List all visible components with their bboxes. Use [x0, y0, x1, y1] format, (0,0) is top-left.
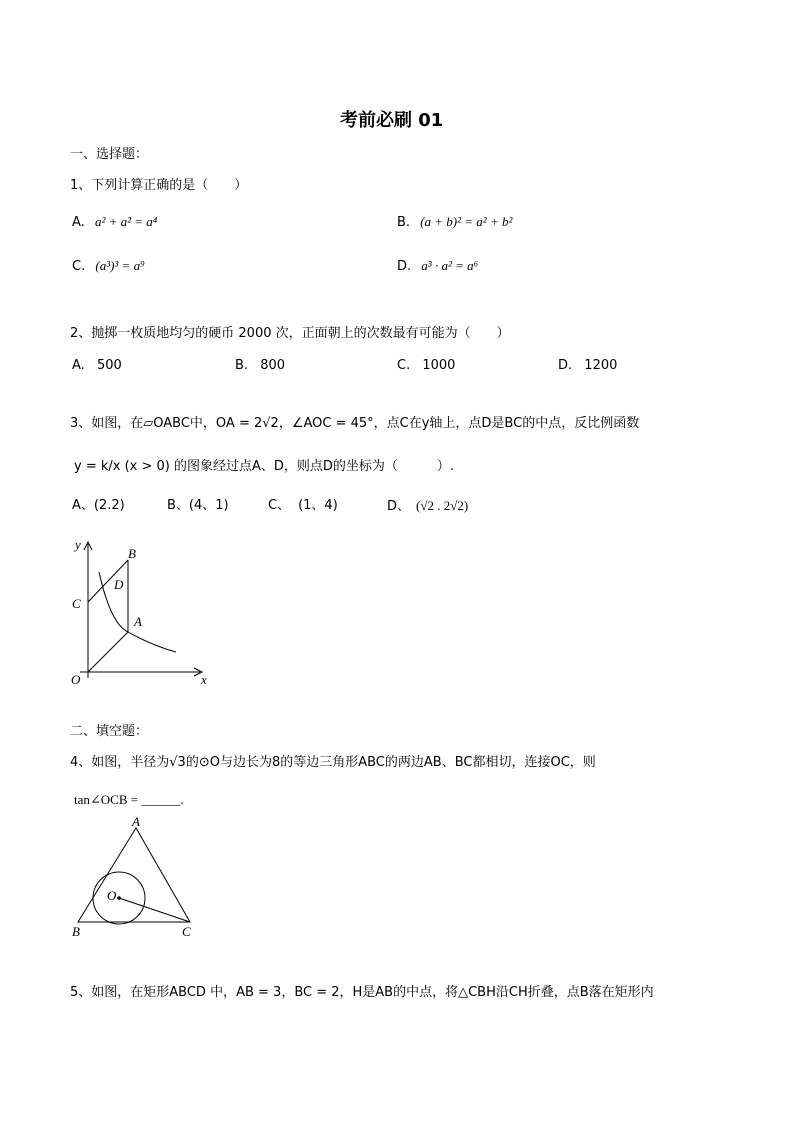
option-letter: D、: [387, 499, 411, 514]
q4-triangle-figure: [66, 812, 206, 942]
q2-option-a: [72, 357, 122, 375]
q3-option-d: [387, 497, 468, 516]
option-math: a² + a² = a⁴: [94, 214, 158, 229]
label-b: B: [72, 924, 80, 939]
question-2-stem: 2、抛掷一枚质地均匀的硬币 2000 次，正面朝上的次数最有可能为（ ）: [70, 326, 510, 341]
label-b: B: [128, 546, 136, 561]
q3-option-b: [167, 497, 229, 515]
option-value: (4、1): [188, 498, 229, 513]
q3-coordinate-figure: [66, 532, 226, 692]
section-heading-choice: 一、选择题：: [70, 147, 149, 162]
label-o: O: [71, 672, 81, 687]
option-letter: B、: [167, 498, 189, 513]
option-value: (1、4): [298, 498, 338, 513]
option-letter: A、: [72, 498, 94, 513]
question-3-line-2: y = k/x (x > 0) 的图象经过点A、D，则点D的坐标为（ ）.: [74, 459, 455, 474]
q2-option-b: [235, 357, 285, 375]
q1-option-c: [72, 257, 145, 276]
option-letter: C.: [72, 259, 86, 274]
question-5-line-1: 5、如图，在矩形ABCD 中，AB = 3，BC = 2，H是AB的中点，将△CBH沿CH折叠，点B落在矩形内: [70, 985, 654, 1000]
q1-option-d: [397, 257, 478, 276]
label-c: C: [182, 924, 191, 939]
option-value: 500: [96, 358, 122, 373]
label-y: y: [75, 537, 81, 552]
option-math: a³ · a² = a⁶: [421, 258, 479, 273]
page-title: 考前必刷 01: [340, 110, 444, 131]
label-o: O: [107, 888, 117, 903]
option-letter: C、: [268, 498, 291, 513]
option-letter: B.: [235, 358, 249, 373]
center-point-o: [117, 896, 121, 900]
q3-option-c: [268, 497, 338, 515]
question-3-line-1: 3、如图，在▱OABC中，OA = 2√2，∠AOC = 45°，点C在y轴上，点D是BC的中点，反比例函数: [70, 416, 640, 431]
section-heading-fill: 二、填空题：: [70, 724, 149, 739]
q2-option-c: [397, 357, 455, 375]
q1-option-b: [397, 213, 512, 232]
option-letter: C.: [397, 358, 411, 373]
option-value: 800: [260, 358, 286, 373]
segment-oa: [88, 632, 128, 672]
question-1-stem: 1、下列计算正确的是（ ）: [70, 178, 248, 193]
label-d: D: [114, 577, 124, 592]
q2-option-d: [558, 357, 617, 375]
option-value: (√2 . 2√2): [416, 498, 469, 513]
option-letter: B.: [397, 215, 411, 230]
option-math: (a + b)² = a² + b²: [420, 214, 513, 229]
option-math: (a³)³ = a⁹: [95, 258, 145, 273]
option-letter: A.: [72, 215, 85, 230]
label-c: C: [72, 596, 81, 611]
segment-oc: [119, 898, 190, 922]
question-4-line-2: tan∠OCB = ______.: [74, 792, 184, 807]
q3-option-a: [72, 497, 125, 515]
label-x: x: [201, 672, 207, 687]
label-a: A: [134, 614, 142, 629]
q1-option-a: [72, 213, 157, 232]
option-letter: A.: [72, 358, 85, 373]
option-value: (2.2): [93, 498, 125, 513]
question-4-line-1: 4、如图，半径为√3的⊙O与边长为8的等边三角形ABC的两边AB、BC都相切，连接OC，则: [70, 755, 596, 770]
hyperbola-curve: [99, 572, 176, 652]
label-a: A: [132, 814, 140, 829]
option-value: 1200: [584, 358, 618, 373]
option-letter: D.: [397, 259, 412, 274]
option-value: 1000: [422, 358, 456, 373]
option-letter: D.: [558, 358, 573, 373]
